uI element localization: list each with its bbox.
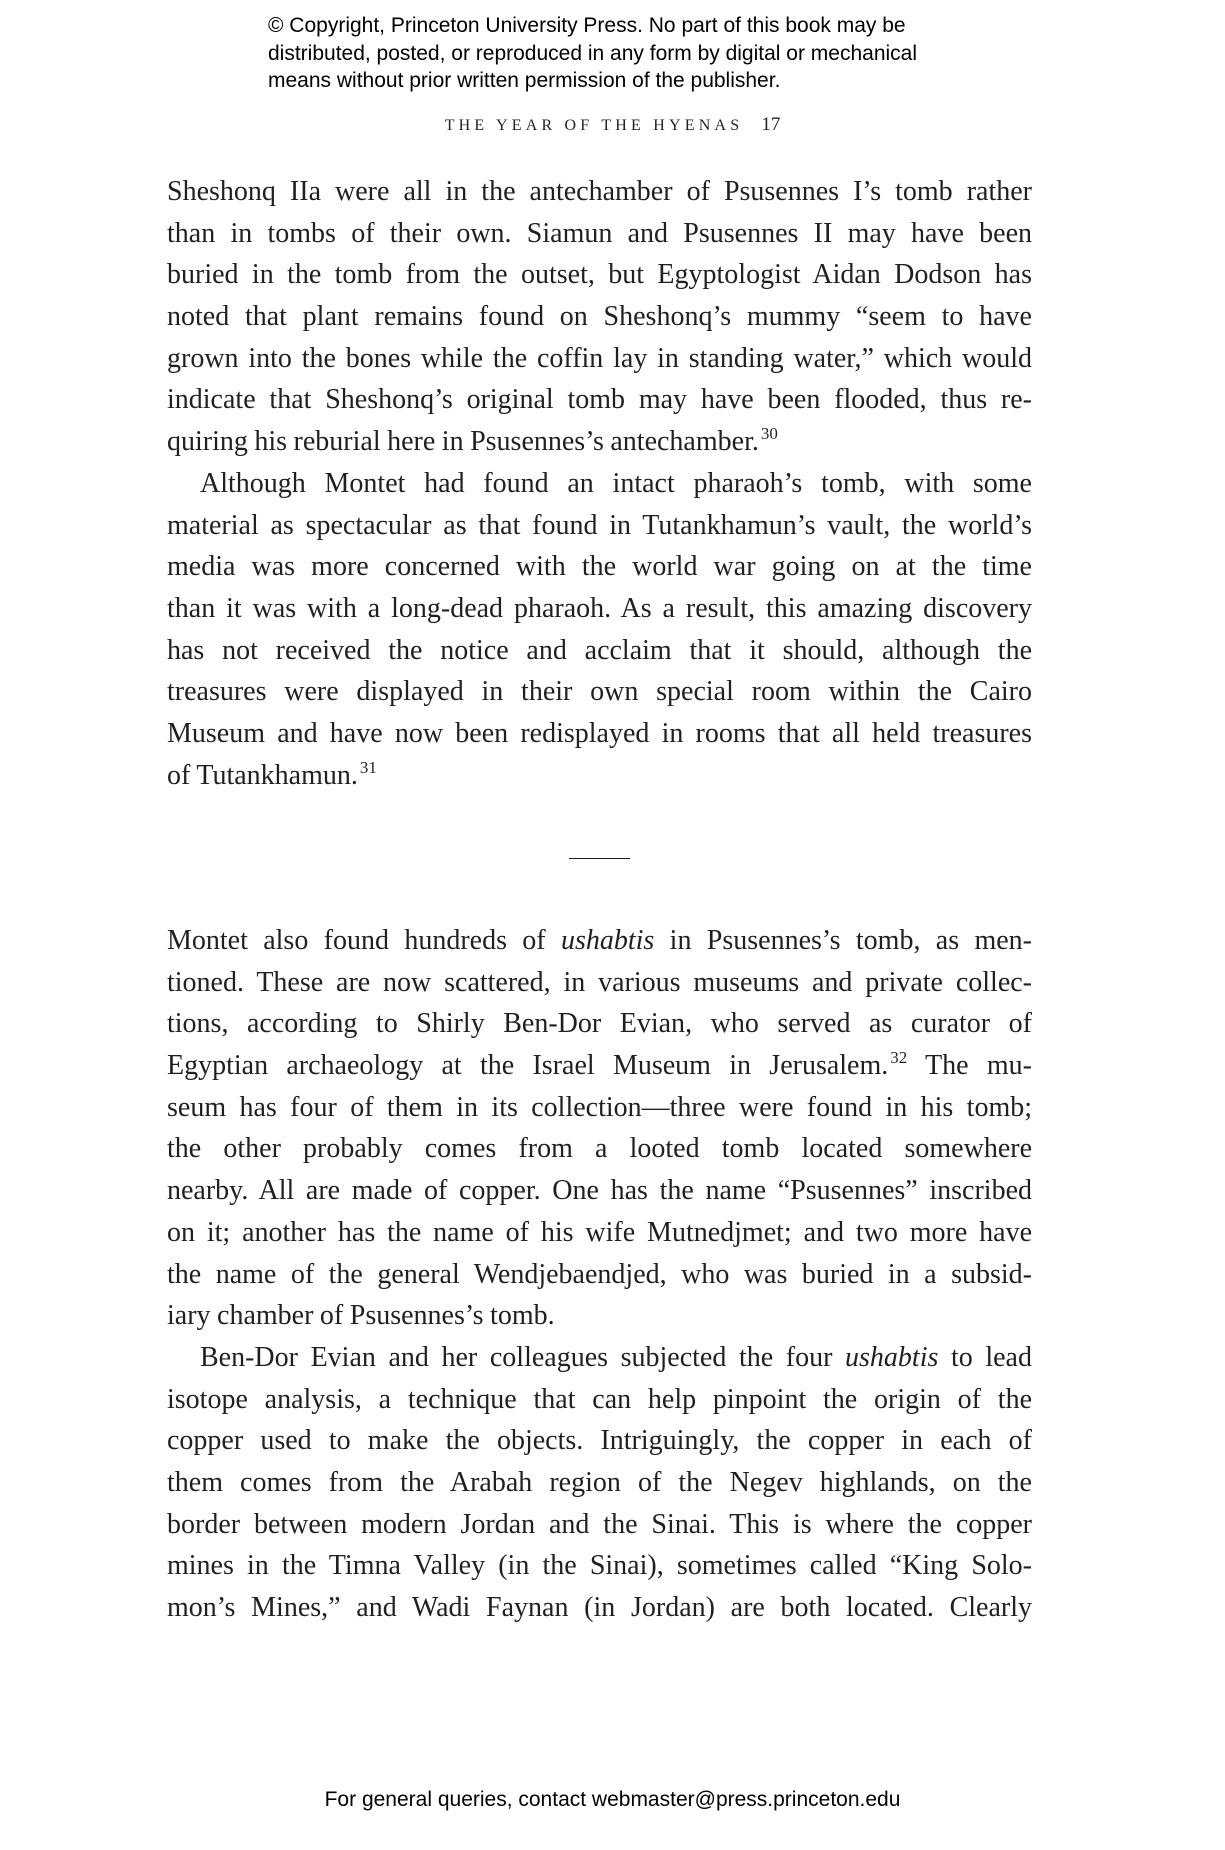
text-run: tioned. These are now scattered, in various museums and private collec-	[167, 966, 1032, 998]
text-line	[167, 546, 1032, 588]
text-run: Although Montet had found an intact pharaoh’s tomb, with some	[200, 467, 1032, 499]
copyright-line: means without prior written permission of the publisher.	[268, 69, 781, 92]
text-run: them comes from the Arabah region of the Negev highlands, on the	[167, 1466, 1032, 1498]
text-run: iary chamber of Psusennes’s tomb.	[167, 1300, 555, 1332]
footnote-reference: 30	[760, 424, 778, 444]
text-run: than in tombs of their own. Siamun and Psusennes II may have been	[167, 217, 1032, 249]
text-line	[167, 505, 1032, 547]
text-run: in Psusennes’s tomb, as men-	[654, 925, 1032, 956]
text-run: of Tutankhamun.	[167, 759, 358, 791]
text-run: tions, according to Shirly Ben-Dor Evian, who served as curator of	[167, 1008, 1032, 1040]
text-line	[167, 920, 1032, 962]
text-line	[167, 1170, 1032, 1212]
text-run: to lead	[938, 1341, 1032, 1373]
text-run: seum has four of them in its collection—three were found in his tomb;	[167, 1091, 1032, 1123]
text-run: material as spectacular as that found in Tutankhamun’s vault, the world’s	[167, 509, 1032, 541]
text-line	[167, 713, 1032, 755]
text-line	[167, 463, 1032, 505]
text-run: Museum and have now been redisplayed in rooms that all held treasures	[167, 717, 1032, 749]
running-head	[0, 114, 1225, 136]
footnote-reference: 32	[890, 1048, 908, 1068]
running-head-title: THE YEAR OF THE HYENAS	[444, 117, 744, 134]
text-line	[167, 213, 1032, 255]
text-run: quiring his reburial here in Psusennes’s antechamber.	[167, 426, 759, 458]
text-run: nearby. All are made of copper. One has the name “Psusennes” inscribed	[167, 1175, 1032, 1207]
copyright-line: distributed, posted, or reproduced in any form by digital or mechanical	[268, 41, 918, 65]
text-line	[167, 962, 1032, 1004]
page-number: 17	[761, 114, 781, 135]
text-line	[167, 296, 1032, 338]
footer-contact: For general queries, contact webmaster@press.princeton.edu	[324, 1788, 901, 1811]
text-line	[167, 1087, 1032, 1129]
text-run: media was more concerned with the world war going on at the time	[167, 551, 1032, 583]
text-line	[167, 671, 1032, 713]
text-line	[167, 1420, 1032, 1462]
text-line	[167, 1587, 1032, 1629]
text-run: buried in the tomb from the outset, but Egyptologist Aidan Dodson has	[167, 259, 1032, 291]
text-line	[167, 1379, 1032, 1421]
text-line	[167, 588, 1032, 630]
text-line	[167, 1212, 1032, 1254]
text-run: on it; another has the name of his wife Mutnedjmet; and two more have	[167, 1216, 1032, 1248]
text-run: mines in the Timna Valley (in the Sinai), sometimes called “King Solo-	[167, 1550, 1032, 1582]
text-line	[167, 338, 1032, 380]
text-section-1	[167, 171, 1032, 796]
text-line	[167, 1337, 1032, 1379]
text-run: the other probably comes from a looted tomb located somewhere	[167, 1133, 1032, 1165]
text-run: Montet also found hundreds of	[167, 925, 561, 956]
text-line	[167, 1003, 1032, 1045]
paragraph	[167, 463, 1032, 797]
text-run: The mu-	[907, 1050, 1032, 1082]
italic-term: ushabtis	[560, 925, 655, 956]
text-line	[167, 1462, 1032, 1504]
italic-term: ushabtis	[845, 1341, 939, 1373]
text-run: border between modern Jordan and the Sinai. This is where the copper	[167, 1508, 1032, 1540]
text-run: Sheshonq IIa were all in the antechamber of Psusennes I’s tomb rather	[167, 176, 1032, 207]
text-run: noted that plant remains found on Sheshonq’s mummy “seem to have	[167, 301, 1032, 333]
text-line	[167, 1504, 1032, 1546]
text-line	[167, 1128, 1032, 1170]
text-line	[167, 755, 1032, 797]
text-line	[167, 171, 1032, 213]
text-run: than it was with a long-dead pharaoh. As a result, this amazing discovery	[167, 592, 1032, 624]
paragraph	[167, 1337, 1032, 1629]
text-line	[167, 630, 1032, 672]
text-line	[167, 254, 1032, 296]
text-run: indicate that Sheshonq’s original tomb may have been flooded, thus re-	[167, 384, 1032, 416]
section-break-rule	[569, 858, 630, 859]
copyright-line: © Copyright, Princeton University Press. No part of this book may be	[268, 14, 906, 37]
paragraph	[167, 920, 1032, 1337]
text-run: mon’s Mines,” and Wadi Faynan (in Jordan) are both located. Clearly	[167, 1592, 1032, 1623]
text-line	[167, 1254, 1032, 1296]
text-line	[167, 421, 1032, 463]
text-run: copper used to make the objects. Intriguingly, the copper in each of	[167, 1425, 1032, 1457]
text-run: grown into the bones while the coffin lay in standing water,” which would	[167, 342, 1032, 374]
paragraph	[167, 171, 1032, 463]
text-run: has not received the notice and acclaim that it should, although the	[167, 634, 1032, 666]
copyright-notice	[268, 12, 988, 95]
text-section-2	[167, 920, 1032, 1629]
text-line	[167, 1295, 1032, 1337]
footnote-reference: 31	[359, 757, 377, 777]
text-run: the name of the general Wendjebaendjed, who was buried in a subsid-	[167, 1258, 1032, 1290]
text-line	[167, 1545, 1032, 1587]
text-run: isotope analysis, a technique that can help pinpoint the origin of the	[167, 1383, 1032, 1415]
text-run: treasures were displayed in their own special room within the Cairo	[167, 676, 1032, 708]
text-run: Ben-Dor Evian and her colleagues subjected the four	[200, 1341, 846, 1373]
text-line	[167, 379, 1032, 421]
text-run: Egyptian archaeology at the Israel Museum in Jerusalem.	[167, 1050, 889, 1082]
text-line	[167, 1045, 1032, 1087]
